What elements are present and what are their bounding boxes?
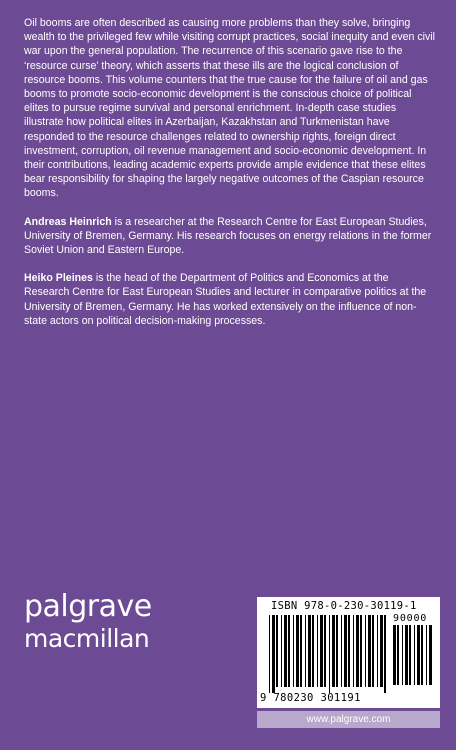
barcode-bar [384, 615, 386, 693]
barcode-bar [341, 615, 342, 687]
barcode-bar [332, 615, 335, 687]
barcode-bar [409, 625, 411, 685]
back-cover-text [24, 16, 436, 342]
barcode-bar [293, 615, 294, 687]
price-addon-number: 90000 [393, 613, 428, 624]
barcode-bar [276, 615, 278, 687]
barcode-bar [344, 615, 347, 687]
author-bio-text: is a researcher at the Research Centre for East European Studies, University of Bremen, Germany. His research focuses on energy relations in the former Soviet Union and Eastern Europe. [24, 215, 432, 257]
barcode-bar [308, 615, 311, 687]
barcode-bar [281, 615, 282, 687]
barcode-bar [417, 625, 420, 685]
barcode-bar [324, 615, 326, 687]
barcode-bar [368, 615, 371, 687]
author-bio-pleines [24, 271, 436, 328]
barcode-bar [353, 615, 354, 687]
publisher-logo [24, 589, 152, 654]
barcode-bar [377, 615, 378, 687]
isbn-label: ISBN 978-0-230-30119-1 [271, 600, 417, 612]
barcode-bar [360, 615, 362, 687]
barcode-panel [257, 597, 440, 708]
ean-digits: 9 780230 301191 [260, 692, 361, 704]
barcode-bar [372, 615, 374, 687]
barcode-bar [429, 625, 432, 685]
barcode-bar [402, 625, 403, 685]
barcode-bar [365, 615, 366, 687]
barcode-bar [300, 615, 302, 687]
barcode-bar [348, 615, 350, 687]
barcode-bar [380, 615, 383, 687]
logo-line-macmillan: macmillan [24, 624, 150, 653]
barcode-bar [269, 615, 270, 693]
author-bio-heinrich [24, 215, 436, 258]
ean-barcode [269, 615, 387, 693]
barcode-bar [320, 615, 323, 687]
book-description: Oil booms are often described as causing more problems than they solve, bringing wealth to the privileged few while visiting corrupt practices, social inequity and even civil war upon the general population. The recurrence of this scenario gave rise to the ‘resource curse’ theory, which asserts that these ills are the logical conclusion of resource booms. This volume counters that the true cause for the failure of oil and gas booms to promote socio-economic development is the conscious choice of political elites to pursue regime survival and personal enrichment. In-depth case studies illustrate how political elites in Azerbaijan, Kazakhstan and Turkmenistan have responded to the resource challenges related to ownership rights, foreign direct investment, corruption, oil revenue management and socio-economic development. In their contributions, leading academic experts provide ample evidence that these elites bear responsibility for shaping the largely negative outcomes of the Caspian resource booms. [24, 17, 436, 200]
author-name: Heiko Pleines [24, 272, 93, 285]
barcode-bar [356, 615, 359, 687]
addon-barcode [393, 625, 433, 691]
barcode-bar [329, 615, 330, 693]
barcode-bar [405, 625, 408, 685]
barcode-bar [421, 625, 423, 685]
barcode-bar [305, 615, 306, 687]
barcode-bar [426, 625, 427, 685]
barcode-bar [312, 615, 314, 687]
barcode-bar [317, 615, 318, 687]
publisher-url[interactable]: www.palgrave.com [257, 711, 440, 728]
author-bio-text: is the head of the Department of Politics and Economics at the Research Centre for East European Studies and lecturer in comparative politics at the University of Bremen, Germany. He has worked extensively on the influence of non-state actors on political decision-making processes. [24, 272, 427, 327]
barcode-bar [296, 615, 299, 687]
barcode-bar [397, 625, 399, 685]
barcode-bar [288, 615, 290, 687]
barcode-bar [284, 615, 287, 687]
barcode-bar [393, 625, 396, 685]
barcode-bar [414, 625, 415, 685]
barcode-bar [272, 615, 275, 693]
author-name: Andreas Heinrich [24, 215, 112, 228]
barcode-bar [336, 615, 338, 687]
logo-line-palgrave: palgrave [24, 589, 152, 624]
